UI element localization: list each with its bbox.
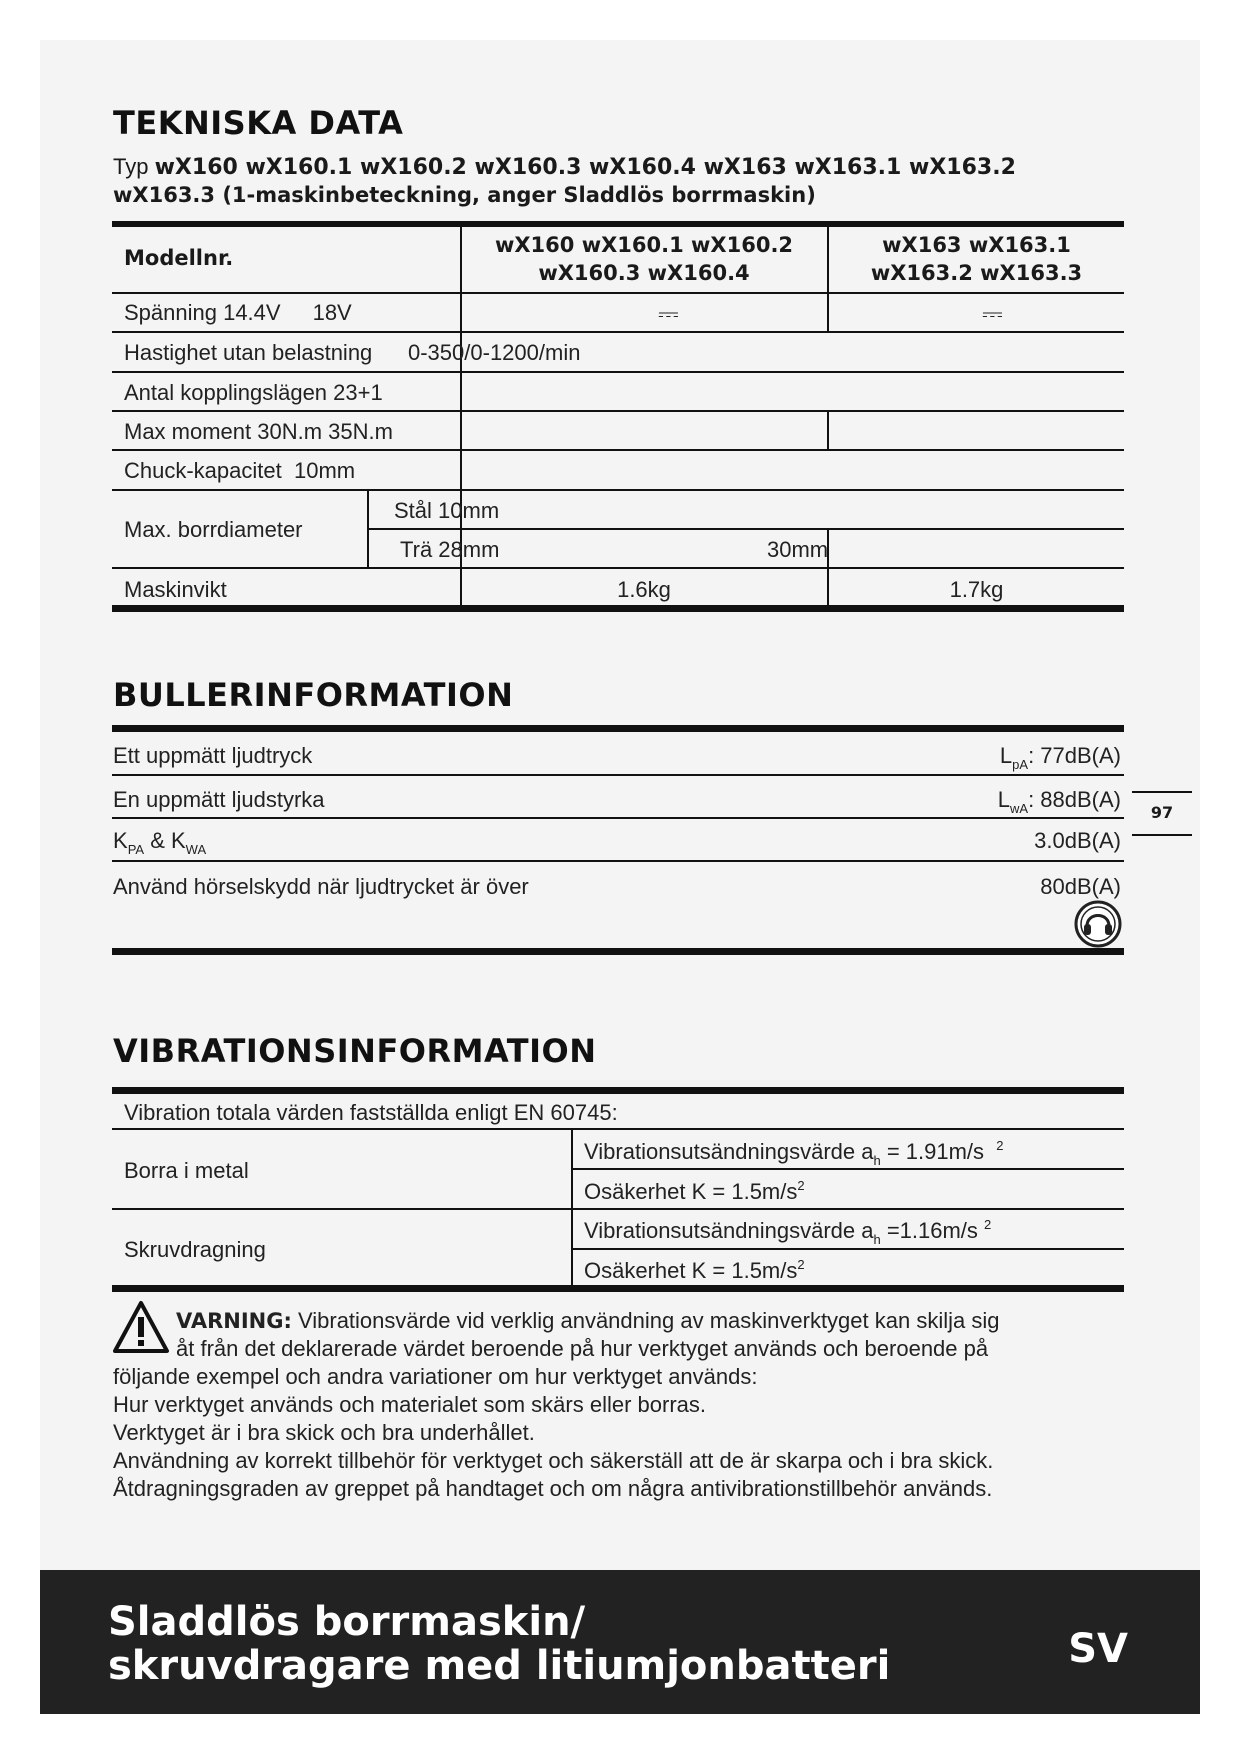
warning-line-6: Användning av korrekt tillbehör för verktyget och säkerställ att de är skarpa och i bra skick.	[113, 1448, 994, 1473]
footer-title-line2: skruvdragare med litiumjonbatteri	[108, 1643, 891, 1689]
table-rule	[112, 410, 1124, 412]
weight-1: 1.6kg	[617, 577, 671, 602]
lpa-sub: pA	[1012, 757, 1029, 772]
table-rule	[368, 528, 1124, 530]
footer-banner	[40, 1570, 1200, 1714]
ear-protection-icon	[1074, 900, 1122, 948]
model-group-1-line1: wX160 wX160.1 wX160.2	[494, 233, 794, 257]
model-group-2	[829, 231, 1124, 287]
noise-section-title: BULLERINFORMATION	[113, 676, 514, 714]
drill-label: Max. borrdiameter	[124, 517, 303, 542]
kwa-symbol: & K	[144, 828, 186, 853]
noise-power-label: En uppmätt ljudstyrka	[113, 787, 325, 812]
footer-title-line1: Sladdlös borrmaskin/	[108, 1599, 586, 1645]
table-rule	[112, 292, 1124, 294]
dc-symbol-icon: ⎓	[982, 298, 1003, 328]
warning-line-4: Hur verktyget används och materialet som skärs eller borras.	[113, 1392, 707, 1417]
unc-text: Osäkerhet K = 1.5m/s	[584, 1258, 798, 1283]
vibration-col-divider	[571, 1130, 573, 1285]
footer-title	[108, 1600, 890, 1688]
unc-sup: 2	[797, 1178, 805, 1193]
page-number-rule	[1132, 834, 1192, 836]
noise-rule	[112, 817, 1124, 819]
vibration-bottom-rule	[112, 1285, 1124, 1292]
torque-label: Max moment 30N.m 35N.m	[124, 419, 393, 444]
chuck-label	[124, 458, 355, 484]
table-rule	[112, 449, 1124, 451]
uncertainty-label	[113, 828, 206, 857]
warning-label: VARNING:	[176, 1309, 292, 1333]
voltage-label-text: Spänning 14.4V	[124, 300, 281, 325]
vibration-drill-metal-label: Borra i metal	[124, 1158, 249, 1183]
uncertainty-value: 3.0dB(A)	[1034, 828, 1121, 853]
table-bottom-rule	[112, 605, 1124, 612]
table-rule	[112, 489, 1124, 491]
noise-rule	[112, 774, 1124, 776]
warning-line-2: åt från det deklarerade värdet beroende på hur verktyget används och beroende på	[176, 1336, 989, 1361]
warning-line-5: Verktyget är i bra skick och bra underhållet.	[113, 1420, 535, 1445]
kwa-sub: WA	[185, 842, 207, 857]
language-code: SV	[1068, 1626, 1128, 1672]
type-prefix: Typ	[113, 154, 149, 179]
vibration-rule	[572, 1168, 1124, 1170]
page-number: 97	[1150, 803, 1174, 822]
weight-2: 1.7kg	[949, 577, 1004, 602]
vibration-drill-metal-uncertainty	[584, 1178, 805, 1205]
vibration-screw-uncertainty	[584, 1257, 805, 1284]
drill-steel: Stål 10mm	[394, 498, 500, 523]
vibration-section-title: VIBRATIONSINFORMATION	[113, 1032, 597, 1070]
vibration-drill-metal-value	[584, 1138, 1004, 1168]
kpa-symbol: K	[113, 828, 128, 853]
noise-pressure-label: Ett uppmätt ljudtryck	[113, 743, 313, 768]
vibration-intro: Vibration totala värden fastställda enligt EN 60745:	[124, 1100, 618, 1125]
dc-symbol-icon: ⎓	[658, 298, 679, 328]
noise-power-value	[998, 787, 1121, 816]
model-group-2-line1: wX163 wX163.1	[882, 233, 1071, 257]
vib-sup: 2	[996, 1138, 1004, 1153]
vibration-screw-label: Skruvdragning	[124, 1237, 266, 1262]
type-models: wX160 wX160.1 wX160.2 wX160.3 wX160.4 wX163 wX163.1 wX163.2	[154, 155, 1016, 180]
chuck-value: 10mm	[293, 458, 356, 483]
table-top-rule	[112, 221, 1124, 227]
type-line-2: wX163.3 (1-maskinbeteckning, anger Sladdlös borrmaskin)	[113, 183, 816, 207]
vib-sup: 2	[984, 1217, 992, 1232]
table-col-divider	[460, 333, 462, 612]
table-col-divider	[827, 410, 829, 449]
vib-label: Vibrationsutsändningsvärde a	[584, 1139, 874, 1164]
drill-wood: Trä 28mm	[400, 537, 500, 562]
warning-line-3: följande exempel och andra variationer om hur verktyget används:	[113, 1364, 758, 1389]
tech-section-title: TEKNISKA DATA	[113, 104, 404, 142]
warning-line-7: Åtdragningsgraden av greppet på handtaget och om några antivibrationstillbehör används.	[113, 1476, 993, 1501]
model-group-2-line2: wX163.2 wX163.3	[870, 261, 1083, 285]
vibration-rule	[572, 1248, 1124, 1250]
lpa-value: : 77dB(A)	[1028, 743, 1121, 768]
model-group-1-line2: wX160.3 wX160.4	[538, 261, 750, 285]
vib-sub: h	[873, 1153, 881, 1168]
noise-top-rule	[112, 725, 1124, 732]
model-header: Modellnr.	[124, 246, 234, 270]
voltage-label	[124, 300, 352, 326]
weight-label: Maskinvikt	[124, 577, 227, 602]
table-rule	[112, 371, 1124, 373]
hearing-protection-value: 80dB(A)	[1040, 874, 1121, 899]
vib-value: =1.16m/s	[880, 1218, 978, 1243]
vibration-screw-value	[584, 1217, 991, 1247]
chuck-label-text: Chuck-kapacitet	[124, 458, 282, 483]
warning-text-1: Vibrationsvärde vid verklig användning av maskinverktyget kan skilja sig	[291, 1308, 1000, 1333]
warning-line-1	[176, 1308, 999, 1334]
vib-value: = 1.91m/s	[880, 1139, 985, 1164]
vib-sub: h	[873, 1232, 881, 1247]
clutch-label: Antal kopplingslägen 23+1	[124, 380, 383, 405]
lwa-sub: wA	[1010, 801, 1029, 816]
vib-label: Vibrationsutsändningsvärde a	[584, 1218, 874, 1243]
lwa-symbol: L	[997, 787, 1010, 812]
unc-text: Osäkerhet K = 1.5m/s	[584, 1179, 798, 1204]
table-col-divider	[367, 489, 369, 567]
speed-value: 0-350/0-1200/min	[408, 340, 581, 365]
lwa-value: : 88dB(A)	[1028, 787, 1121, 812]
noise-rule	[112, 860, 1124, 862]
vibration-top-rule	[112, 1087, 1124, 1094]
table-rule	[112, 567, 1124, 569]
type-line-1	[113, 154, 1016, 180]
page-number-rule	[1132, 791, 1192, 793]
noise-pressure-value	[1000, 743, 1121, 772]
lpa-symbol: L	[999, 743, 1013, 768]
table-rule	[112, 331, 1124, 333]
voltage-label-18v: 18V	[312, 300, 352, 325]
vibration-rule	[112, 1208, 1124, 1210]
kpa-sub: PA	[127, 842, 145, 857]
hearing-protection-label: Använd hörselskydd när ljudtrycket är över	[113, 874, 529, 899]
unc-sup: 2	[797, 1257, 805, 1272]
model-group-1	[462, 231, 826, 287]
vibration-rule	[112, 1128, 1124, 1130]
drill-wood-2: 30mm	[767, 537, 829, 562]
warning-triangle-icon	[112, 1300, 170, 1354]
noise-bottom-rule	[112, 948, 1124, 955]
speed-label: Hastighet utan belastning	[124, 340, 373, 365]
